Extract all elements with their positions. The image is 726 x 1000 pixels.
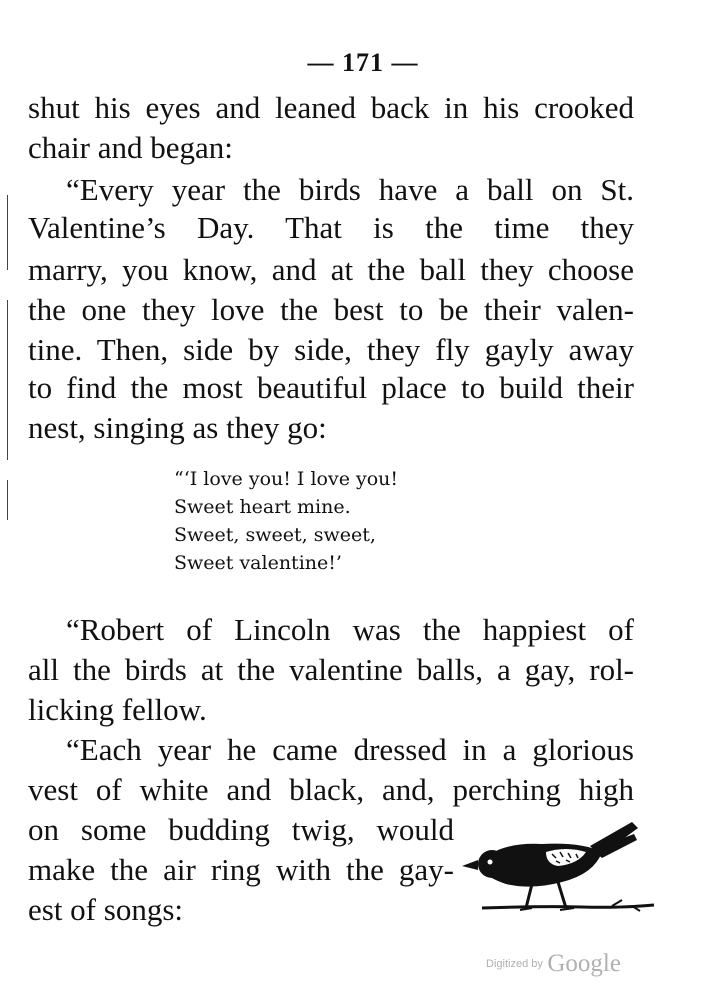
text-line: “Each year he came dressed in a glorious bbox=[66, 732, 634, 767]
text-line: licking fellow. bbox=[28, 692, 207, 727]
digitized-by-watermark bbox=[486, 950, 621, 978]
text-line: shut his eyes and leaned back in his crooked bbox=[28, 90, 634, 125]
text-line: vest of white and black, and, perching high bbox=[28, 772, 634, 807]
text-line: on some budding twig, would bbox=[28, 812, 454, 847]
poem-line: Sweet heart mine. bbox=[174, 496, 351, 518]
text-line: nest, singing as they go: bbox=[28, 410, 327, 445]
poem-line: “‘I love you! I love you! bbox=[174, 468, 399, 490]
text-line: Valentine’s Day. That is the time they bbox=[28, 210, 634, 245]
margin-rule bbox=[7, 195, 8, 270]
watermark-prefix: Digitized by bbox=[486, 958, 543, 970]
text-line: chair and began: bbox=[28, 130, 233, 165]
text-line: to find the most beautiful place to build their bbox=[28, 370, 634, 405]
text-line: est of songs: bbox=[28, 892, 183, 927]
poem-line: Sweet, sweet, sweet, bbox=[174, 524, 376, 546]
google-logo: Google bbox=[547, 950, 621, 977]
text-line: “Robert of Lincoln was the happiest of bbox=[66, 612, 634, 647]
text-line: “Every year the birds have a ball on St. bbox=[66, 172, 634, 207]
text-line: the one they love the best to be their valen- bbox=[28, 292, 634, 327]
text-line: make the air ring with the gay- bbox=[28, 852, 454, 887]
text-line: all the birds at the valentine balls, a gay, rol- bbox=[28, 652, 634, 687]
margin-rule bbox=[7, 300, 8, 460]
bobolink-bird-icon bbox=[462, 812, 658, 929]
text-line: tine. Then, side by side, they fly gayly away bbox=[28, 332, 634, 367]
text-line: marry, you know, and at the ball they choose bbox=[28, 252, 634, 287]
poem-line: Sweet valentine!’ bbox=[174, 552, 342, 574]
page-number: — 171 — bbox=[307, 48, 419, 77]
margin-rule bbox=[7, 480, 8, 520]
